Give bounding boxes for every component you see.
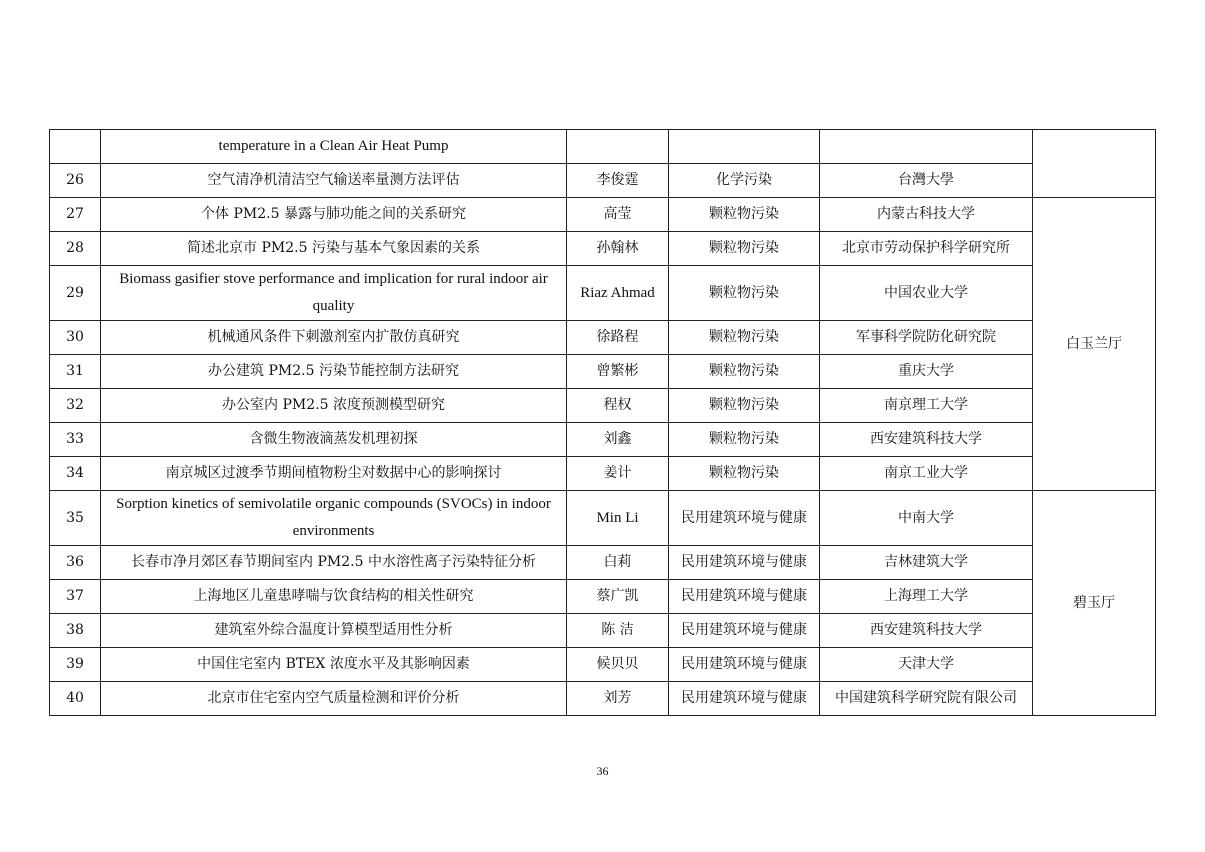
paper-title: 长春市净月郊区春节期间室内 PM2.5 中水溶性离子污染特征分析	[101, 546, 567, 580]
paper-number: 27	[50, 198, 101, 232]
paper-organization: 中南大学	[820, 491, 1033, 546]
paper-topic: 颗粒物污染	[669, 232, 820, 266]
table-row	[50, 580, 1156, 614]
table-row	[50, 614, 1156, 648]
paper-organization: 重庆大学	[820, 355, 1033, 389]
table-row	[50, 232, 1156, 266]
paper-organization: 北京市劳动保护科学研究所	[820, 232, 1033, 266]
paper-schedule-table	[49, 129, 1156, 716]
paper-organization: 中国农业大学	[820, 266, 1033, 321]
paper-topic: 颗粒物污染	[669, 321, 820, 355]
paper-topic: 民用建筑环境与健康	[669, 648, 820, 682]
paper-number: 37	[50, 580, 101, 614]
paper-organization: 南京工业大学	[820, 457, 1033, 491]
paper-topic: 民用建筑环境与健康	[669, 614, 820, 648]
paper-title: 机械通风条件下刺激剂室内扩散仿真研究	[101, 321, 567, 355]
paper-number: 40	[50, 682, 101, 716]
session-room	[1033, 130, 1156, 198]
paper-author: 蔡广凯	[567, 580, 669, 614]
paper-author: 高莹	[567, 198, 669, 232]
paper-number: 36	[50, 546, 101, 580]
paper-number: 29	[50, 266, 101, 321]
table-row	[50, 355, 1156, 389]
table-row	[50, 198, 1156, 232]
paper-title: 建筑室外综合温度计算模型适用性分析	[101, 614, 567, 648]
paper-organization: 中国建筑科学研究院有限公司	[820, 682, 1033, 716]
table-row	[50, 321, 1156, 355]
paper-number: 31	[50, 355, 101, 389]
paper-author: Riaz Ahmad	[567, 266, 669, 321]
table-row	[50, 164, 1156, 198]
paper-author: 孙翰林	[567, 232, 669, 266]
paper-title: 办公建筑 PM2.5 污染节能控制方法研究	[101, 355, 567, 389]
table-row	[50, 648, 1156, 682]
paper-author: 刘芳	[567, 682, 669, 716]
paper-number	[50, 130, 101, 164]
paper-title: 个体 PM2.5 暴露与肺功能之间的关系研究	[101, 198, 567, 232]
paper-topic: 民用建筑环境与健康	[669, 491, 820, 546]
paper-topic: 民用建筑环境与健康	[669, 682, 820, 716]
paper-topic: 颗粒物污染	[669, 457, 820, 491]
paper-topic: 颗粒物污染	[669, 423, 820, 457]
session-room: 白玉兰厅	[1033, 198, 1156, 491]
paper-title: Sorption kinetics of semivolatile organic compounds (SVOCs) in indoor environments	[101, 491, 567, 546]
paper-number: 35	[50, 491, 101, 546]
paper-author	[567, 130, 669, 164]
paper-topic: 颗粒物污染	[669, 355, 820, 389]
paper-organization: 上海理工大学	[820, 580, 1033, 614]
paper-author: 白莉	[567, 546, 669, 580]
paper-title: Biomass gasifier stove performance and implication for rural indoor air quality	[101, 266, 567, 321]
paper-title: 办公室内 PM2.5 浓度预测模型研究	[101, 389, 567, 423]
paper-topic: 颗粒物污染	[669, 198, 820, 232]
table-row	[50, 130, 1156, 164]
paper-title: 上海地区儿童患哮喘与饮食结构的相关性研究	[101, 580, 567, 614]
paper-topic: 民用建筑环境与健康	[669, 546, 820, 580]
paper-number: 33	[50, 423, 101, 457]
paper-author: 曾繁彬	[567, 355, 669, 389]
paper-topic: 化学污染	[669, 164, 820, 198]
paper-title: 空气清净机清洁空气输送率量测方法评估	[101, 164, 567, 198]
paper-author: Min Li	[567, 491, 669, 546]
paper-organization: 西安建筑科技大学	[820, 423, 1033, 457]
paper-number: 32	[50, 389, 101, 423]
table-row	[50, 682, 1156, 716]
paper-organization: 南京理工大学	[820, 389, 1033, 423]
paper-author: 李俊霆	[567, 164, 669, 198]
paper-topic: 颗粒物污染	[669, 389, 820, 423]
paper-organization: 西安建筑科技大学	[820, 614, 1033, 648]
paper-author: 程权	[567, 389, 669, 423]
table-row	[50, 423, 1156, 457]
paper-author: 徐路程	[567, 321, 669, 355]
paper-organization: 天津大学	[820, 648, 1033, 682]
paper-number: 26	[50, 164, 101, 198]
table-row	[50, 457, 1156, 491]
session-room: 碧玉厅	[1033, 491, 1156, 716]
paper-organization: 内蒙古科技大学	[820, 198, 1033, 232]
paper-organization: 吉林建筑大学	[820, 546, 1033, 580]
table-row	[50, 266, 1156, 321]
table-row	[50, 546, 1156, 580]
paper-title: 南京城区过渡季节期间植物粉尘对数据中心的影响探讨	[101, 457, 567, 491]
table-row	[50, 389, 1156, 423]
paper-author: 刘鑫	[567, 423, 669, 457]
paper-title: 中国住宅室内 BTEX 浓度水平及其影响因素	[101, 648, 567, 682]
paper-title: 北京市住宅室内空气质量检测和评价分析	[101, 682, 567, 716]
paper-number: 34	[50, 457, 101, 491]
paper-author: 候贝贝	[567, 648, 669, 682]
paper-organization	[820, 130, 1033, 164]
paper-number: 28	[50, 232, 101, 266]
paper-title: 含微生物液滴蒸发机理初探	[101, 423, 567, 457]
paper-number: 38	[50, 614, 101, 648]
paper-author: 陈 洁	[567, 614, 669, 648]
paper-topic: 民用建筑环境与健康	[669, 580, 820, 614]
paper-title: 简述北京市 PM2.5 污染与基本气象因素的关系	[101, 232, 567, 266]
paper-organization: 台灣大學	[820, 164, 1033, 198]
paper-author: 姜计	[567, 457, 669, 491]
paper-number: 30	[50, 321, 101, 355]
paper-topic: 颗粒物污染	[669, 266, 820, 321]
paper-organization: 军事科学院防化研究院	[820, 321, 1033, 355]
paper-number: 39	[50, 648, 101, 682]
page-number: 36	[596, 764, 609, 778]
paper-topic	[669, 130, 820, 164]
table-row	[50, 491, 1156, 546]
paper-title: temperature in a Clean Air Heat Pump	[101, 130, 567, 164]
